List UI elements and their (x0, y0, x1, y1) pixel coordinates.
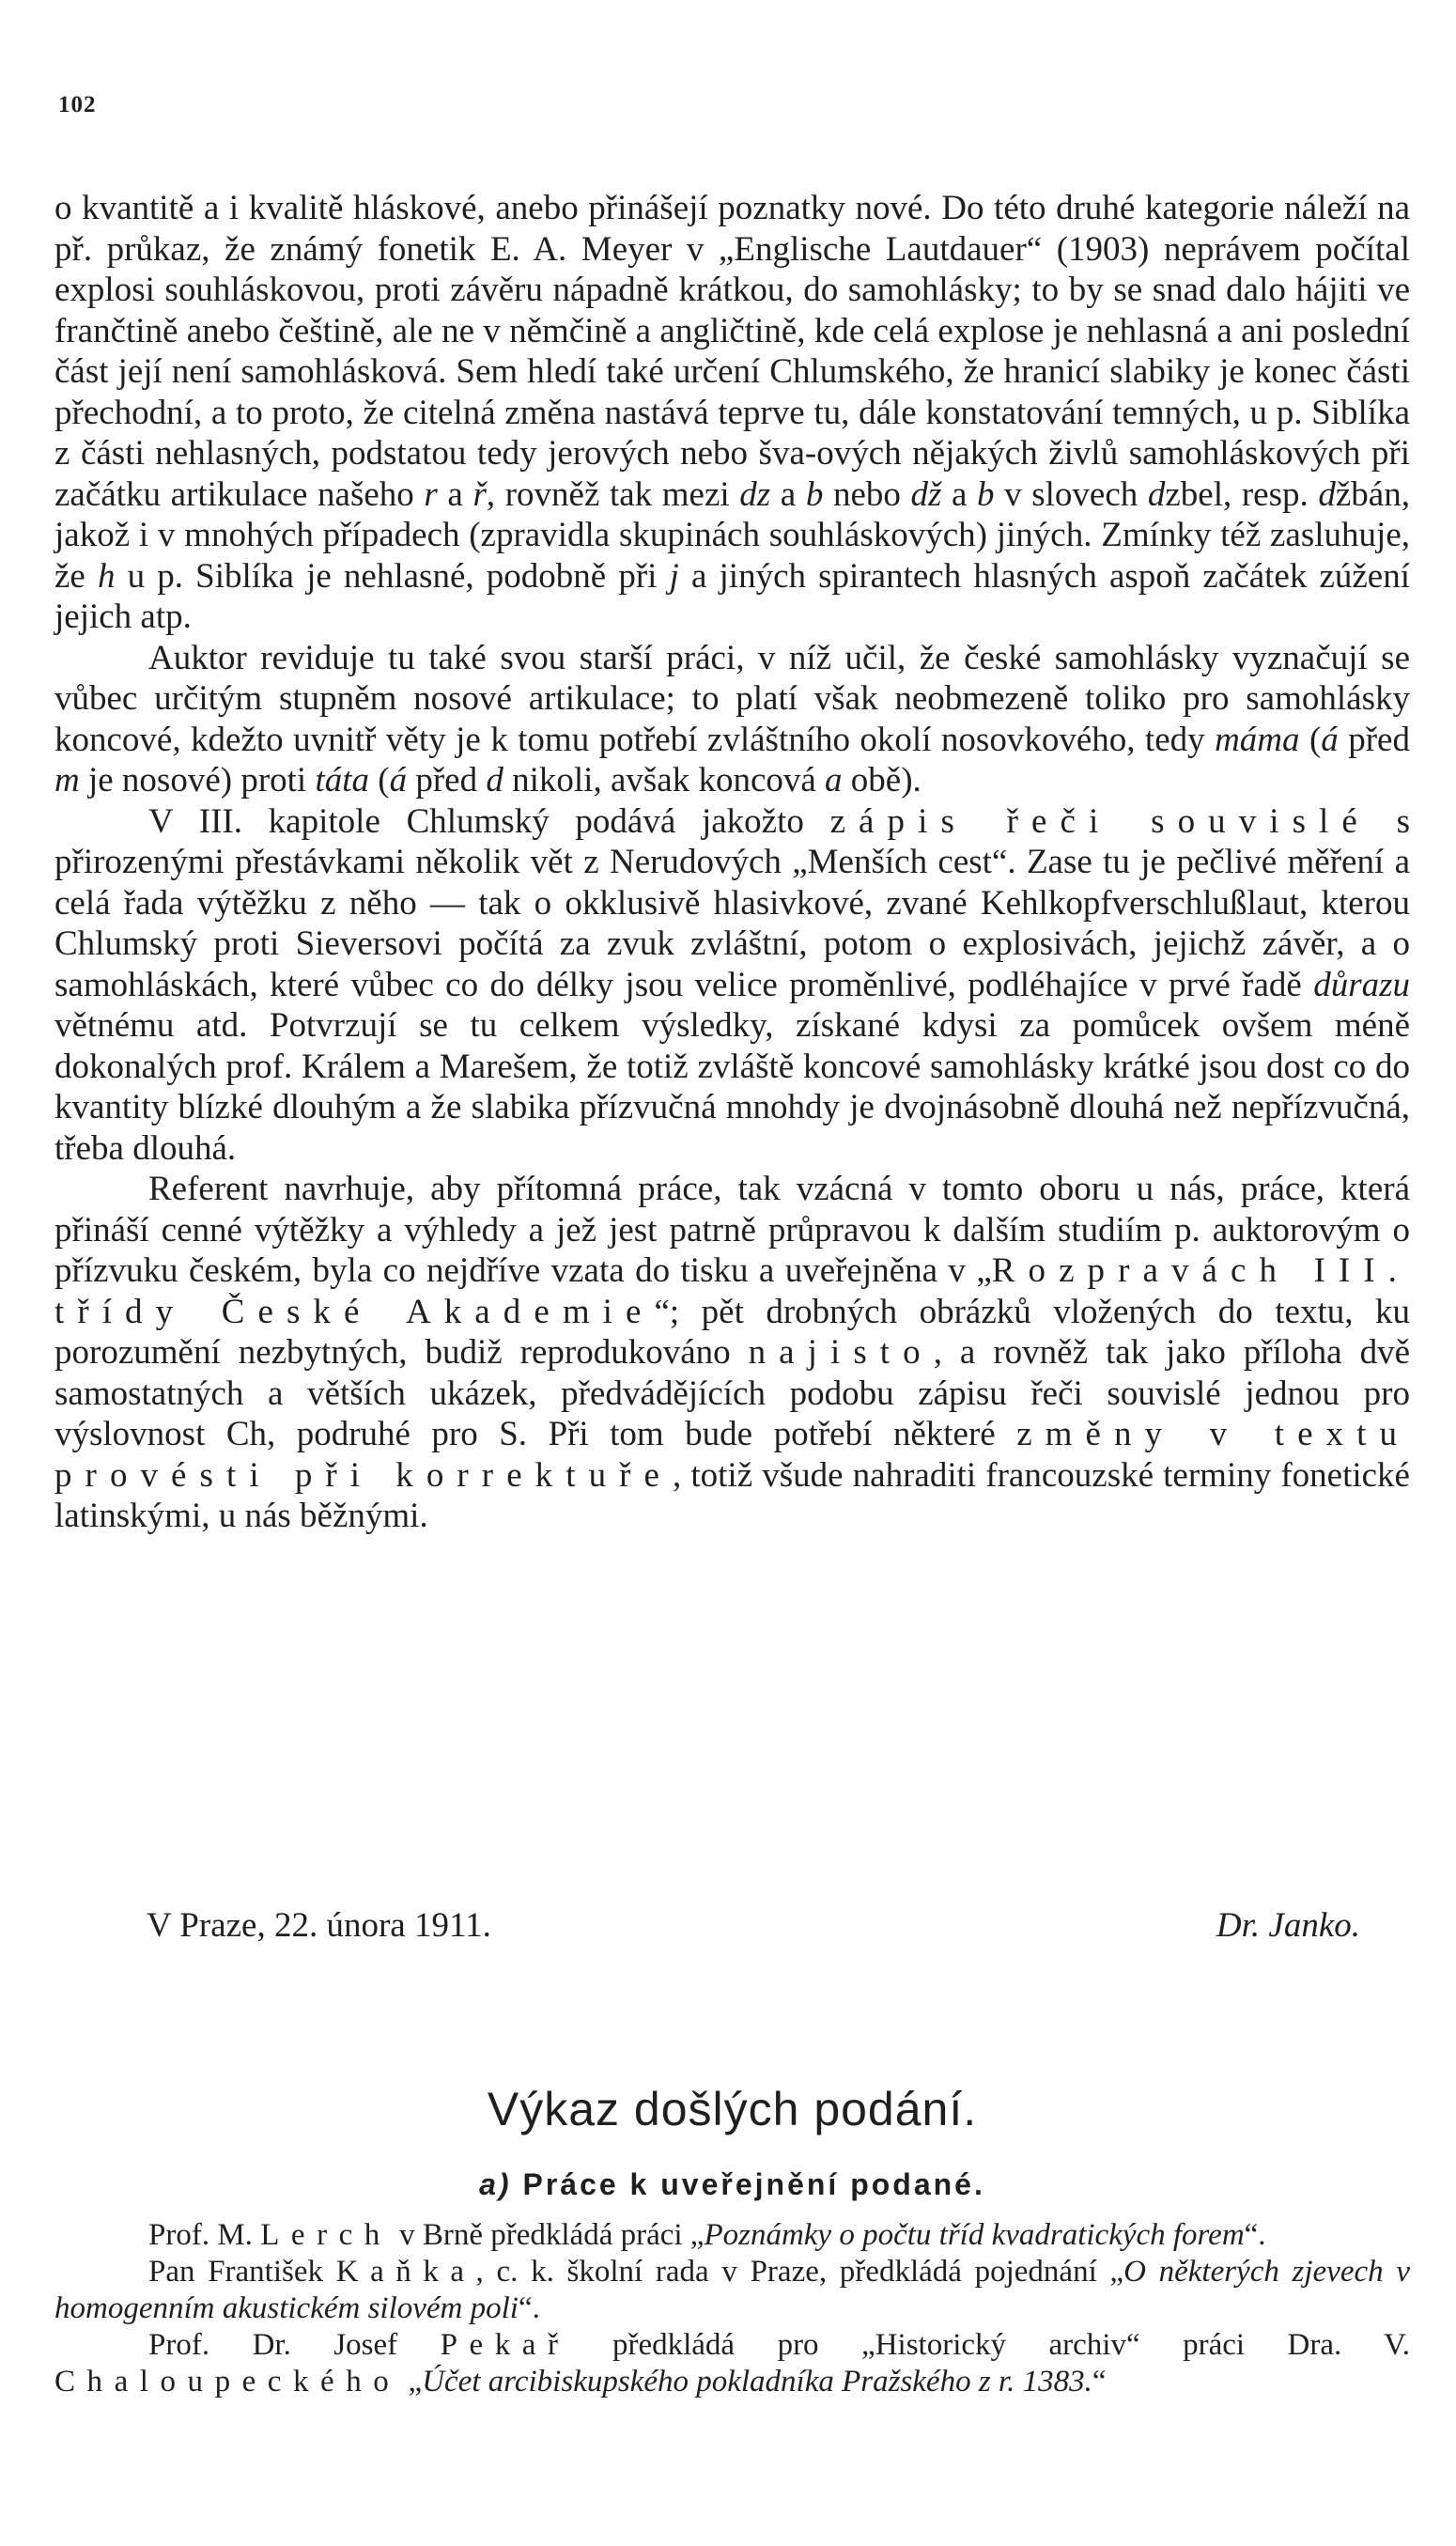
italic-text-run: d (1147, 474, 1166, 514)
italic-text-run: a (825, 761, 843, 800)
text-run: V III. kapitole Chlumský podává jakožto (148, 801, 830, 841)
text-run: obě). (842, 761, 922, 800)
text-run: před (1338, 720, 1410, 759)
text-run: je nosové) proti (79, 761, 316, 800)
italic-text-run: dž (910, 474, 942, 514)
text-run: a (941, 474, 978, 514)
text-run: předkládá pro „Historický archiv“ práci Dra. V. (569, 2328, 1410, 2362)
page-number: 102 (58, 92, 97, 117)
text-run: a (770, 474, 806, 514)
text-run: “. (1244, 2218, 1266, 2252)
italic-text-run: b (977, 474, 995, 514)
text-run: Prof. M. (148, 2218, 261, 2252)
text-run: zbel, resp. (1165, 474, 1319, 514)
text-run: v Brně předkládá práci „ (391, 2218, 705, 2252)
submission-entry (54, 2327, 1410, 2400)
body-paragraph (54, 801, 1410, 1170)
text-run: , rovněž tak mezi (486, 474, 740, 514)
text-run: Auktor reviduje tu také svou starší práci, v níž učil, že české samohlásky vyznačují se vůbec určitým stupněm nosové artikulace; to platí však neobmezeně toliko pro samohlásky koncové, kdežto uvnitř věty je k tomu potřebí zvláštního okolí nosovkového, tedy (54, 638, 1410, 759)
italic-text-run: táta (315, 761, 370, 800)
spaced-emphasis-run: Lerch (260, 2218, 392, 2252)
text-run: v slovech (994, 474, 1148, 514)
text-run: , a rovněž tak jako příloha dvě samostatných a větších ukázek, předvádějících podobu zápisu řeči souvislé jednou pro výslovnost Ch, podruhé pro S. Při tom bude potřebí některé (54, 1333, 1411, 1453)
text-run: a (437, 474, 473, 514)
italic-text-run: máma (1215, 720, 1300, 759)
submission-entry (54, 2217, 1410, 2254)
italic-text-run: á (389, 761, 408, 800)
text-run: Referent navrhuje, aby přítomná práce, tak vzácná v tomto oboru u nás, práce, která přináší cenné výtěžky a výhledy a jež jest patrně průpravou k dalším studiím p. auktorovým o přízvuku českém, byla co nejdříve vzata do tisku a uveřejněna v „ (54, 1170, 1410, 1290)
spaced-emphasis-run: Rozpravách III. třídy České Akademie (54, 1251, 1410, 1331)
body-paragraph (54, 638, 1410, 801)
text-run: “ (1092, 2365, 1107, 2399)
text-run: ( (369, 761, 390, 800)
subsection-heading-text: Práce k uveřejnění podané. (522, 2167, 985, 2201)
italic-text-run: m (54, 761, 80, 800)
italic-text-run: důrazu (1313, 965, 1410, 1004)
italic-text-run: Poznámky o počtu tříd kvadratických forem (704, 2218, 1245, 2252)
text-run: “. (518, 2291, 540, 2325)
italic-text-run: j (669, 556, 679, 596)
italic-text-run: dz (739, 474, 771, 514)
spaced-emphasis-run: najisto (748, 1333, 934, 1372)
spaced-emphasis-run: Kaňka (335, 2255, 476, 2289)
section-title: Výkaz došlých podání. (487, 2083, 978, 2135)
body-paragraph (54, 1169, 1410, 1537)
text-run: “; pět drobných obrázků vložených do textu, ku porozumění nezbytných, budiž reprodukováno (54, 1292, 1410, 1372)
text-run: „ (400, 2365, 423, 2399)
italic-text-run: d (1318, 474, 1336, 514)
italic-text-run: á (1321, 720, 1339, 759)
italic-text-run: b (805, 474, 824, 514)
italic-text-run: d (486, 761, 503, 800)
document-page (54, 0, 1410, 2546)
body-paragraph (54, 188, 1410, 638)
italic-text-run: ř (472, 474, 487, 514)
author-signature: Dr. Janko. (1216, 1906, 1360, 1945)
text-run: žbán, jakož i v mnohých případech (zpravidla skupinách souhláskových) jiných. Zmínky též zasluhuje, že (54, 474, 1410, 596)
place-date: V Praze, 22. února 1911. (147, 1906, 491, 1945)
italic-text-run: Účet arcibiskupského pokladníka Pražského z r. 1383. (422, 2365, 1092, 2399)
italic-text-run: O některých zjevech v homogenním akustickém silovém poli (54, 2255, 1410, 2325)
italic-text-run: h (97, 556, 116, 596)
spaced-emphasis-run: zápis řeči souvislé (829, 801, 1371, 841)
text-run: , totiž všude nahraditi francouzské terminy fonetické latinskými, u nás běžnými. (54, 1455, 1410, 1535)
text-run: před (407, 761, 487, 800)
submissions-list (54, 2217, 1410, 2400)
subsection-title (54, 2166, 1410, 2203)
text-run: nikoli, avšak koncová (503, 761, 826, 800)
review-body-text (54, 188, 1410, 1537)
submission-entry (54, 2254, 1410, 2327)
text-run: větnému atd. Potvrzují se tu celkem výsledky, získané kdysi za pomůcek ovšem méně dokonalých prof. Králem a Marešem, že totiž zvláště koncové samohlásky krátké jsou dost co do kvantity blízké dlouhým a že slabika přízvučná mnohdy je dvojnásobně dlouhá než nepřízvučná, třeba dlouhá. (54, 1006, 1410, 1168)
text-run: Pan František (148, 2255, 336, 2289)
text-run: s přirozenými přestávkami několik vět z Nerudových „Menších cest“. Zase tu je pečlivé měření a celá řada výtěžku z něho — tak o okklusivě hlasivkové, zvané Kehlkopfverschlußlaut, kterou Chlumský proti Sieversovi počítá za zvuk zvláštní, potom o explosivách, jejichž závěr, a o samohláskách, které vůbec co do délky jsou velice proměnlivé, podléhajíce v prvé řadě (54, 801, 1410, 1004)
text-run: , c. k. školní rada v Praze, předkládá pojednání „ (475, 2255, 1124, 2289)
spaced-emphasis-run: změny v textu provésti při korrektuře (54, 1415, 1411, 1495)
text-run: nebo (823, 474, 911, 514)
italic-text-run: r (424, 474, 438, 514)
text-run: a jiných spirantech hlasných aspoň začátek zúžení jejich atp. (54, 556, 1411, 636)
spaced-emphasis-run: Chaloupeckého (54, 2365, 401, 2399)
spaced-emphasis-run: Pekař (440, 2328, 570, 2362)
signature-line (54, 1905, 1360, 1947)
subsection-letter: a) (479, 2167, 512, 2201)
text-run: ( (1299, 720, 1322, 759)
text-run: u p. Siblíka je nehlasné, podobně při (115, 556, 670, 596)
text-run: Prof. Dr. Josef (148, 2328, 441, 2362)
text-run: o kvantitě a i kvalitě hláskové, anebo přinášejí poznatky nové. Do této druhé kategorie náleží na př. průkaz, že známý fonetik E. A. Meyer v „Englische Lautdauer“ (1903) neprávem počítal explosi souhláskovou, proti závěru nápadně krátkou, do samohlásky; to by se snad dalo hájiti ve frančtině anebo češtině, ale ne v němčině a angličtině, kde celá explose je nehlasná a ani poslední část její není samohlásková. Sem hledí také určení Chlumského, že hranicí slabiky je konec části přechodní, a to proto, že citelná změna nastává teprve tu, dále konstatování temných, u p. Siblíka z části nehlasných, podstatou tedy jerových nebo šva-ových nějakých živlů samohláskových při začátku artikulace našeho (54, 189, 1410, 514)
